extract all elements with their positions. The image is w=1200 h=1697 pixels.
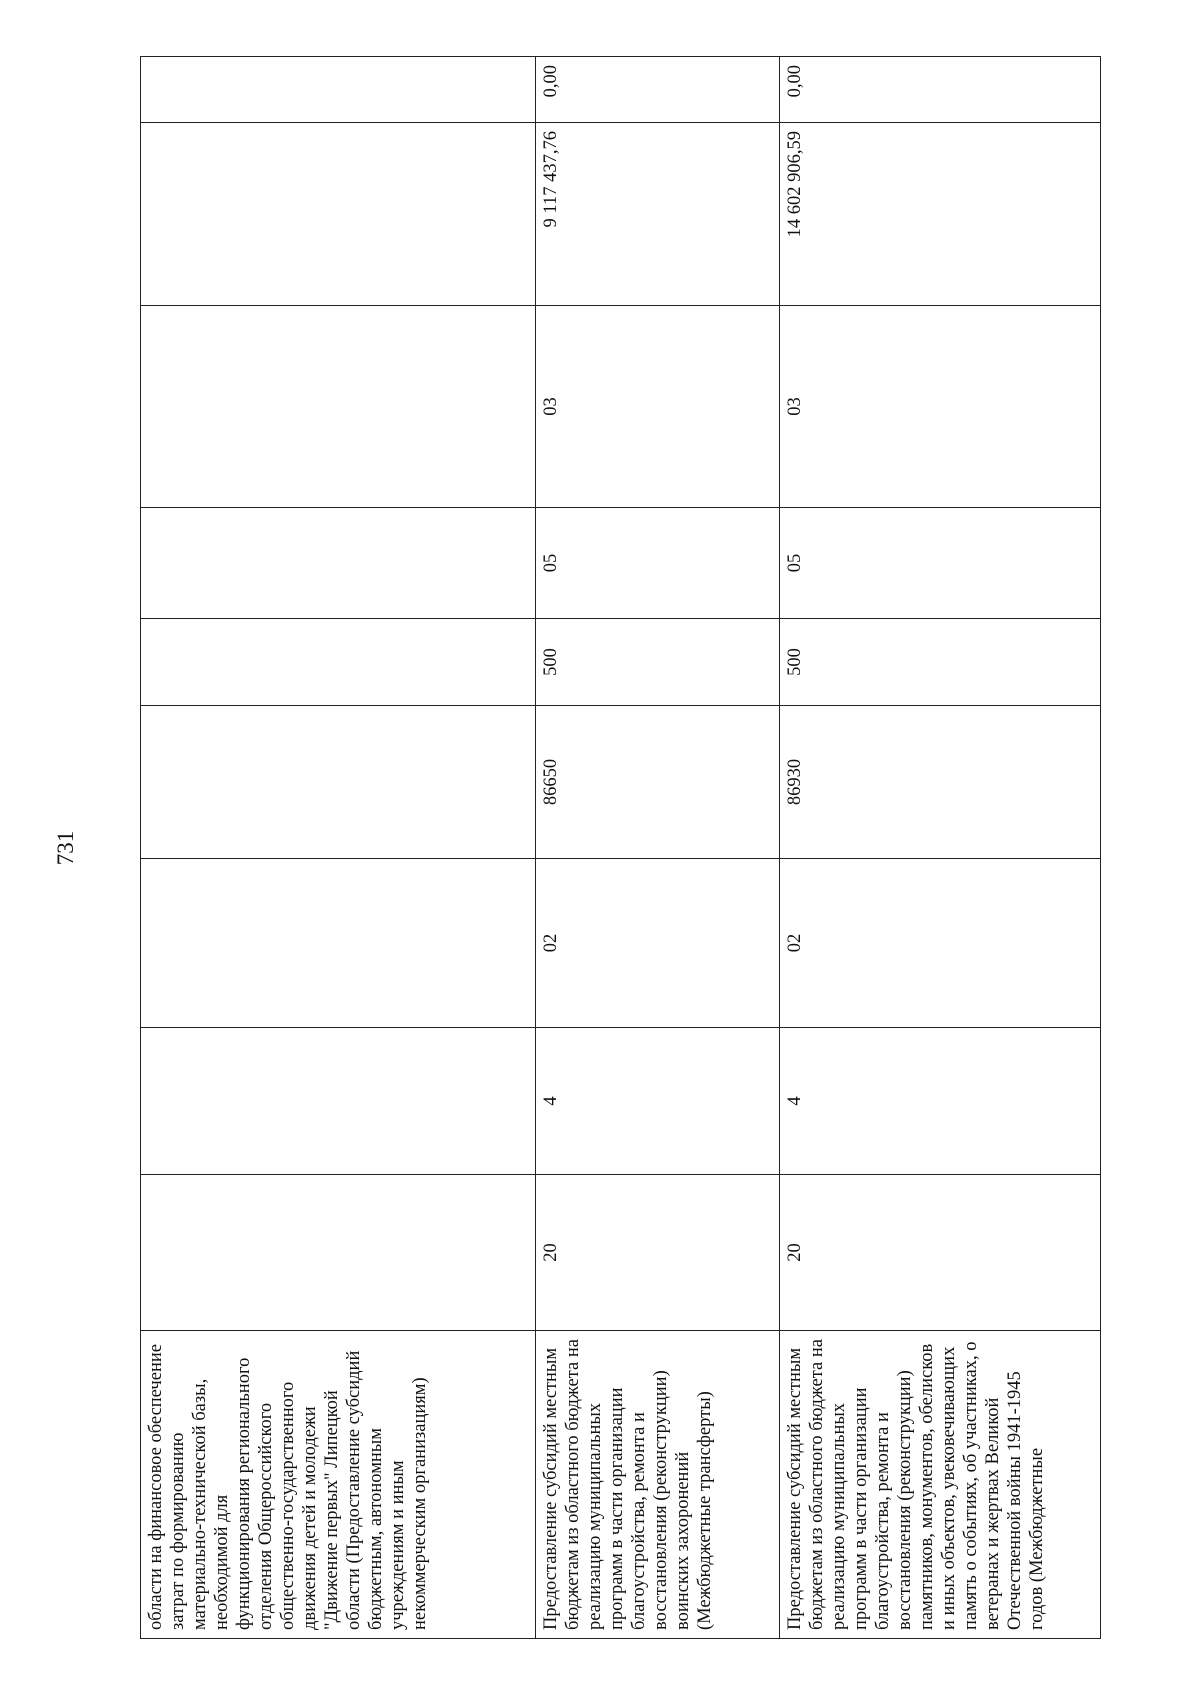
cell-sum-year2: 0,00: [536, 57, 780, 123]
cell-section: 05: [536, 508, 780, 619]
cell-subprogram: 4: [780, 1028, 1101, 1175]
cell-sum-year1: 14 602 906,59: [780, 123, 1101, 306]
cell-sum-year1: 9 117 437,76: [536, 123, 780, 306]
cell-subprogram: 4: [536, 1028, 780, 1175]
cell-expense-type: [141, 619, 536, 706]
budget-table: [140, 56, 1101, 1639]
cell-subprogram: [141, 1028, 536, 1175]
row-description: области на финансовое обеспечение затрат по формированию материально-технической базы, необходимой для функционирования регионального отделения Общероссийского общественно-государственного движения детей и молодежи "Движение первых" Липецкой области (Предоставление субсидий бюджетным, автономным учреждениям и иным некоммерческим организациям): [141, 1331, 536, 1639]
page-number: 731: [53, 830, 78, 866]
cell-main-event: [141, 859, 536, 1028]
cell-direction: 86650: [536, 706, 780, 859]
cell-section: 05: [780, 508, 1101, 619]
cell-main-event: 02: [780, 859, 1101, 1028]
cell-expense-type: 500: [780, 619, 1101, 706]
cell-main-event: 02: [536, 859, 780, 1028]
row-description: Предоставление субсидий местным бюджетам из областного бюджета на реализацию муниципальных программ в части организации благоустройства, ремонта и восстановления (реконструкции) памятников, монументов, обелисков и иных объектов, увековечивающих память о событиях, об участниках, о ветеранах и жертвах Великой Отечественной войны 1941-1945 годов (Межбюджетные: [780, 1331, 1101, 1639]
cell-sum-year1: [141, 123, 536, 306]
cell-subsection: 03: [780, 306, 1101, 508]
cell-program: 20: [780, 1175, 1101, 1331]
table-row: [141, 57, 536, 1639]
cell-expense-type: 500: [536, 619, 780, 706]
table-row: [780, 57, 1101, 1639]
cell-program: [141, 1175, 536, 1331]
row-description: Предоставление субсидий местным бюджетам из областного бюджета на реализацию муниципальных программ в части организации благоустройства, ремонта и восстановления (реконструкции) воинских захоронений (Межбюджетные трансферты): [536, 1331, 780, 1639]
cell-subsection: 03: [536, 306, 780, 508]
rotated-table-container: [140, 57, 1100, 1639]
cell-sum-year2: 0,00: [780, 57, 1101, 123]
cell-program: 20: [536, 1175, 780, 1331]
cell-direction: 86930: [780, 706, 1101, 859]
table-row: [536, 57, 780, 1639]
cell-direction: [141, 706, 536, 859]
cell-sum-year2: [141, 57, 536, 123]
cell-section: [141, 508, 536, 619]
cell-subsection: [141, 306, 536, 508]
